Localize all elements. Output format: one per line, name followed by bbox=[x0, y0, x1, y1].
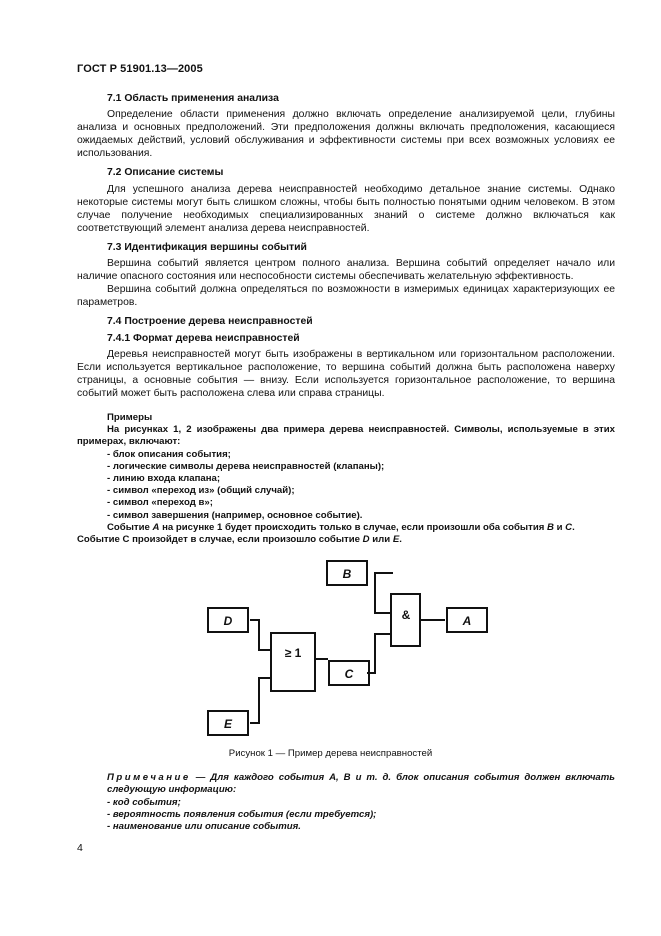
list-item: - символ завершения (например, основное событие). bbox=[107, 510, 615, 522]
list-item: - линию входа клапана; bbox=[107, 473, 615, 485]
section-text-7-1: Определение области применения должно включать определение анализируемой цели, глубины анализа и основных предположений. Эти предположения должны включать предположения, касающиеся ожидаемых действий, условий обслуживания и эффективности системы при всех возможных условиях ее использования. bbox=[77, 109, 615, 160]
section-text-7-2: Для успешного анализа дерева неисправностей необходимо детальное знание системы. Однако некоторые системы могут быть слишком сложны, чтобы быть полностью понятыми одним человеком. В этом случае получение необходимых специализированных знаний о системе должно включаться как соответствующий элемент анализа дерева неисправностей. bbox=[77, 183, 615, 234]
note-text: Примечание — Для каждого события А, В и т. д. блок описания события должен включать следующую информацию: bbox=[107, 772, 615, 796]
event-e-label: E bbox=[223, 717, 233, 731]
list-item: - вероятность появления события (если требуется); bbox=[107, 809, 615, 821]
section-heading-7-3: 7.3 Идентификация вершины событий bbox=[107, 241, 307, 253]
section-text-7-3-a: Вершина событий является центром полного анализа. Вершина событий определяет начало или наличие опасного состояния или неспособности системы обеспечивать желательную эффективность. bbox=[77, 258, 615, 283]
section-heading-7-2: 7.2 Описание системы bbox=[107, 167, 224, 179]
note-label: Примечание bbox=[107, 772, 191, 783]
list-item: - логические символы дерева неисправностей (клапаны); bbox=[107, 461, 615, 473]
list-item: - код события; bbox=[107, 797, 615, 809]
event-d-label: D bbox=[223, 614, 233, 628]
event-c-description: Событие С произойдет в случае, если произошло событие D или Е. bbox=[77, 534, 402, 545]
and-gate-label: & bbox=[401, 608, 411, 622]
page-number: 4 bbox=[77, 842, 83, 854]
fault-tree-figure bbox=[195, 550, 495, 750]
event-a-description: Событие А на рисунке 1 будет происходить только в случае, если произошли оба события В и С. bbox=[107, 521, 575, 533]
note-block bbox=[77, 772, 615, 833]
event-b-label: B bbox=[342, 567, 352, 581]
document-header: ГОСТ Р 51901.13—2005 bbox=[77, 63, 203, 75]
figure-caption: Рисунок 1 — Пример дерева неисправностей bbox=[228, 748, 433, 759]
section-text-7-4-1: Деревья неисправностей могут быть изображены в вертикальном или горизонтальном расположении. Если используется вертикальное расположение, то вершина событий должна быть расположена наверху страницы, а основные события — внизу. Если используется горизонтальное расположение, то вершина событий может быть расположена слева или справа страницы. bbox=[77, 348, 615, 399]
event-c-label: C bbox=[344, 667, 354, 681]
connector-c-and bbox=[367, 634, 390, 673]
list-item: - символ «переход в»; bbox=[107, 497, 615, 509]
note-list bbox=[77, 797, 615, 834]
examples-block bbox=[77, 412, 615, 546]
or-gate-label: ≥ 1 bbox=[284, 646, 302, 660]
document-body bbox=[77, 92, 615, 546]
or-gate bbox=[271, 633, 315, 691]
section-heading-7-4-1: 7.4.1 Формат дерева неисправностей bbox=[107, 332, 300, 344]
examples-title: Примеры bbox=[107, 411, 153, 423]
event-a-label: A bbox=[462, 614, 472, 628]
section-heading-7-4: 7.4 Построение дерева неисправностей bbox=[107, 316, 313, 328]
list-item: - наименование или описание события. bbox=[107, 821, 615, 833]
connector-d-or bbox=[250, 620, 270, 650]
examples-intro: На рисунках 1, 2 изображены два примера дерева неисправностей. Символы, используемые в этих примерах, включают: bbox=[77, 424, 615, 448]
examples-list bbox=[77, 449, 615, 522]
list-item: - символ «переход из» (общий случай); bbox=[107, 485, 615, 497]
section-text-7-3-b: Вершина событий должна определяться по возможности в измеримых единицах характеризующих ее параметров. bbox=[77, 284, 615, 309]
list-item: - блок описания события; bbox=[107, 449, 615, 461]
connector-e-or bbox=[250, 678, 270, 723]
section-heading-7-1: 7.1 Область применения анализа bbox=[107, 93, 279, 104]
